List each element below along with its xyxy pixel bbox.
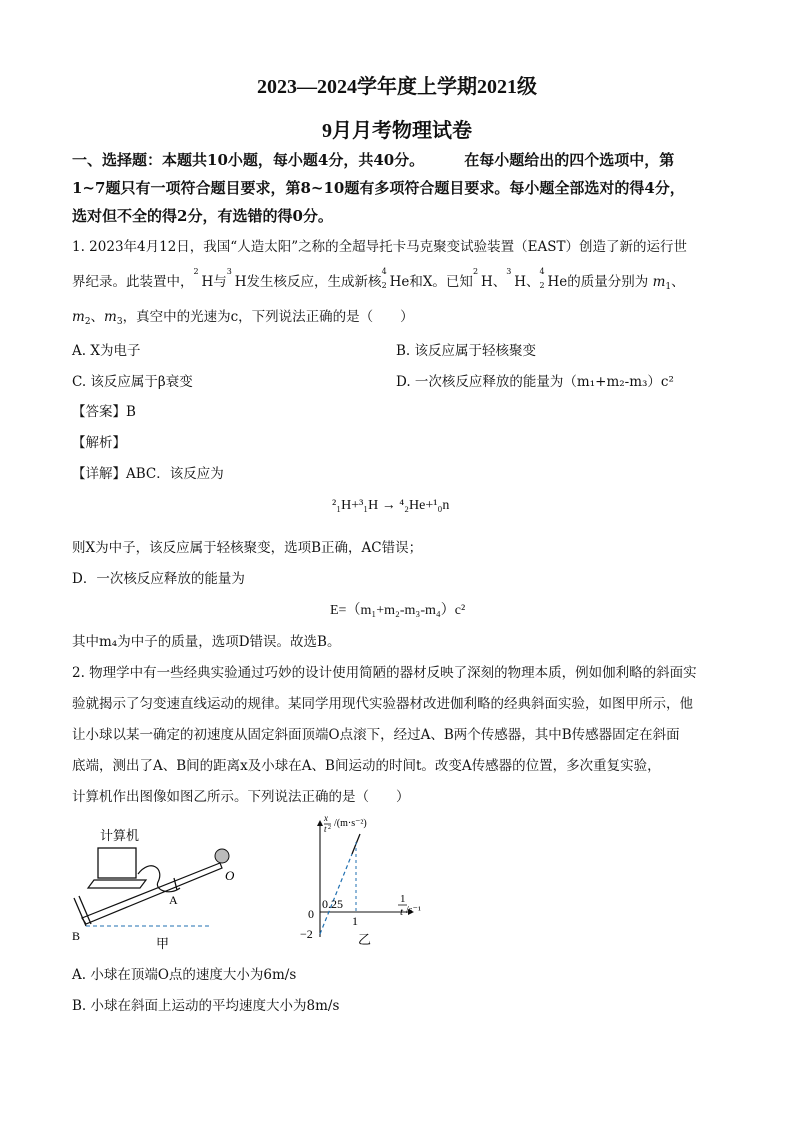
q1-option-b: B. 该反应属于轻核聚变 — [396, 343, 537, 359]
tick-1-label: 1 — [352, 914, 358, 928]
nuclide-h2: 2 — [193, 266, 199, 276]
q1-stem-line1: 1. 2023年4月12日，我国“人造太阳”之称的全超导托卡马克聚变试验装置（EAST）创造了新的运行世 — [72, 239, 687, 255]
y-label-exp: 2 — [328, 825, 331, 831]
figure-yi — [300, 812, 430, 954]
x-axis-unit: /s⁻¹ — [406, 905, 421, 916]
q2-stem-line3: 让小球以某一确定的初速度从固定斜面顶端O点滚下，经过A、B两个传感器，其中B传感器固定在斜面 — [72, 727, 680, 743]
computer-label: 计算机 — [100, 828, 140, 843]
extrapolated-dashed-line — [320, 854, 352, 934]
end-stop — [74, 898, 86, 926]
q1-option-a: A. X为电子 — [72, 343, 141, 359]
q1-analysis: 【解析】 — [72, 435, 126, 451]
section-instructions-2: 1~7题只有一项符合题目要求，第8~10题有多项符合题目要求。每小题全部选对的得4分， — [72, 179, 685, 197]
tick-minus2-label: −2 — [300, 927, 313, 941]
figure-jia-caption: 甲 — [156, 936, 170, 951]
q1-text: H发生核反应，生成新核 — [234, 274, 382, 290]
figure-yi-caption: 乙 — [358, 932, 372, 947]
figure-jia — [70, 818, 250, 953]
q1-option-d: D. 一次核反应释放的能量为（m₁+m₂-m₃）c² — [396, 374, 674, 390]
exam-title-line1: 2023—2024学年度上学期2021级 — [257, 76, 537, 98]
q2-stem-line1: 2. 物理学中有一些经典实验通过巧妙的设计使用简陋的器材反映了深刻的物理本质，例如伽利略的斜面实 — [72, 665, 697, 681]
y-axis-arrow — [317, 820, 323, 826]
q1-equation: ²₁H+³₁H → ⁴₂He+¹₀n — [332, 498, 450, 513]
origin-label: 0 — [308, 907, 314, 921]
nuclide-h2b: 2 — [472, 266, 479, 276]
q2-stem-line5: 计算机作出图像如图乙所示。下列说法正确的是（ ） — [72, 789, 410, 805]
q1-text: ，真空中的光速为c，下列说法正确的是（ ） — [122, 309, 414, 325]
x-label-num: 1 — [400, 893, 406, 905]
computer-monitor-icon — [98, 848, 136, 878]
computer-base-icon — [88, 880, 146, 888]
q1-option-c: C. 该反应属于β衰变 — [72, 374, 193, 390]
exam-title-line2: 9月月考物理试卷 — [322, 120, 472, 142]
q1-text: H与 — [201, 274, 227, 290]
q2-option-a: A. 小球在顶端O点的速度大小为6m/s — [72, 967, 297, 983]
nuclide-he4: 4 2 — [381, 266, 387, 290]
q1-text: 界纪录。此装置中， — [72, 274, 194, 290]
y-label-den: t — [324, 824, 327, 834]
x-label-den: t — [400, 906, 404, 918]
q2-stem-line2: 验就揭示了匀变速直线运动的规律。某同学用现代实验器材改进伽利略的经典斜面实验，如图甲所示，他 — [72, 696, 693, 712]
ball-icon — [215, 849, 229, 863]
point-b-label: B — [72, 929, 81, 943]
section-heading-a: 一、选择题：本题共10小题，每小题4分，共40分。 — [72, 151, 425, 169]
q1-text: He的质量分别为 — [547, 274, 649, 290]
nuclide-h3b: 3 — [506, 266, 512, 276]
q1-detail: 【详解】ABC．该反应为 — [72, 466, 224, 482]
q1-stem-line2: 界纪录。此装置中， 2 H与 3 H发生核反应，生成新核 4 2 He和X。已知 2 H、 3 H、 4 2 He的质量分别为 $m_1$、 — [72, 266, 685, 292]
y-label-num: x — [324, 813, 328, 823]
q1-text: He和X。已知 — [389, 274, 473, 290]
q1-text: H、 — [514, 274, 540, 290]
q1-explain2: D．一次核反应释放的能量为 — [72, 571, 245, 587]
q1-stem-line3: $m_2$、$m_3$，真空中的光速为c，下列说法正确的是（ ） — [72, 309, 414, 327]
nuclide-h3: 3 — [226, 266, 232, 276]
tick-025-label: 0.25 — [322, 897, 343, 911]
point-a-label: A — [169, 893, 178, 907]
incline-track — [82, 863, 222, 924]
q1-text: H、 — [480, 274, 507, 290]
section-heading-b: 在每小题给出的四个选项中，第 — [464, 151, 675, 169]
q1-answer: 【答案】B — [72, 404, 136, 420]
q1-explain1: 则X为中子，该反应属于轻核聚变，选项B正确，AC错误； — [72, 540, 423, 556]
nuclide-he4b: 4 2 — [539, 266, 545, 290]
q2-stem-line4: 底端，测出了A、B间的距离x及小球在A、B间运动的时间t。改变A传感器的位置，多次重复实验， — [72, 758, 661, 774]
section-heading — [72, 149, 674, 170]
section-instructions-3: 选对但不全的得2分，有选错的得0分。 — [72, 207, 333, 225]
y-axis-label: /(m·s⁻²) — [334, 818, 367, 829]
end-stop-inner — [79, 896, 91, 924]
q2-option-b: B. 小球在斜面上运动的平均速度大小为8m/s — [72, 998, 340, 1014]
q1-explain3: 其中m₄为中子的质量，选项D错误。故选B。 — [72, 634, 341, 650]
point-o-label: O — [225, 868, 235, 883]
q1-equation2: E=（m₁+m₂-m₃-m₄）c² — [330, 603, 466, 618]
